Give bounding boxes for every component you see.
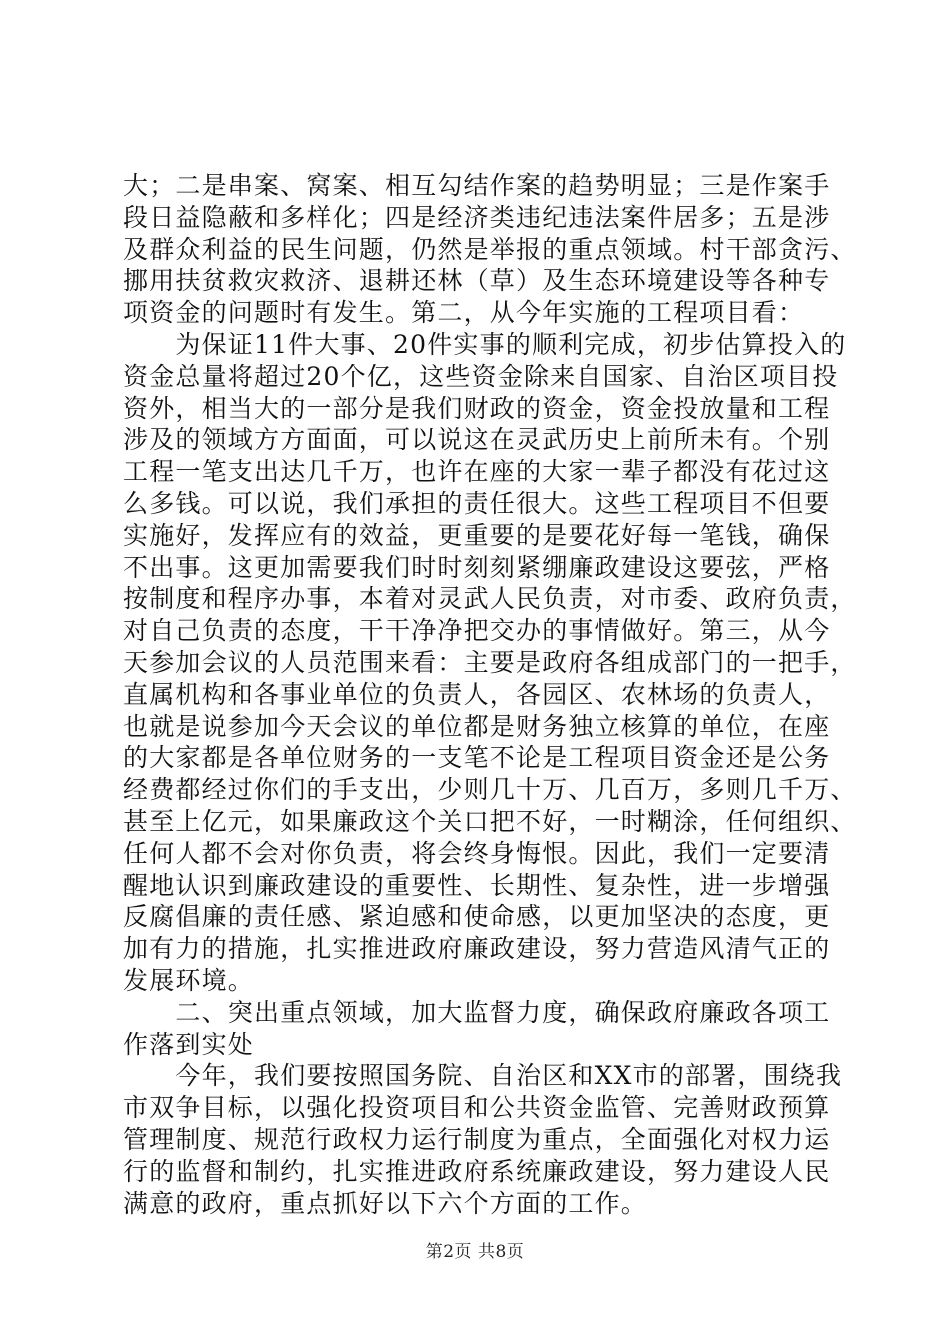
text-line: 按制度和程序办事，本着对灵武人民负责，对市委、政府负责， — [123, 584, 857, 614]
text-line: 实施好，发挥应有的效益，更重要的是要花好每一笔钱，确保 — [123, 520, 831, 550]
text-line: 天参加会议的人员范围来看：主要是政府各组成部门的一把手， — [123, 647, 857, 677]
body-text — [123, 170, 857, 1219]
section-heading: 作落到实处 — [123, 1029, 255, 1059]
text-line: 也就是说参加今天会议的单位都是财务独立核算的单位，在座 — [123, 711, 831, 741]
text-line: 项资金的问题时有发生。第二，从今年实施的工程项目看： — [123, 298, 805, 328]
text-line: 行的监督和制约，扎实推进政府系统廉政建设，努力建设人民 — [123, 1156, 831, 1186]
text-line: 满意的政府，重点抓好以下六个方面的工作。 — [123, 1188, 648, 1218]
page-number-footer: 第2页 共8页 — [425, 1242, 525, 1262]
text-line: 的大家都是各单位财务的一支笔不论是工程项目资金还是公务 — [123, 743, 831, 773]
text-line: 大；二是串案、窝案、相互勾结作案的趋势明显；三是作案手 — [123, 171, 831, 200]
text-line: 不出事。这更加需要我们时时刻刻紧绷廉政建设这要弦，严格 — [123, 552, 831, 582]
section-heading: 二、突出重点领域，加大监督力度，确保政府廉政各项工 — [123, 997, 831, 1027]
text-line: 市双争目标，以强化投资项目和公共资金监管、完善财政预算 — [123, 1093, 831, 1123]
text-line: 资金总量将超过20个亿，这些资金除来自国家、自治区项目投 — [123, 361, 839, 391]
text-line: 为保证11件大事、20件实事的顺利完成，初步估算投入的 — [123, 329, 847, 359]
text-line: 么多钱。可以说，我们承担的责任很大。这些工程项目不但要 — [123, 488, 831, 518]
text-line: 今年，我们要按照国务院、自治区和XX市的部署，围绕我 — [123, 1061, 843, 1091]
text-line: 醒地认识到廉政建设的重要性、长期性、复杂性，进一步增强 — [123, 870, 831, 900]
text-line: 对自己负责的态度，干干净净把交办的事情做好。第三，从今 — [123, 616, 831, 646]
text-line: 资外，相当大的一部分是我们财政的资金，资金投放量和工程 — [123, 393, 831, 423]
text-line: 经费都经过你们的手支出，少则几十万、几百万，多则几千万、 — [123, 775, 857, 805]
text-line: 挪用扶贫救灾救济、退耕还林（草）及生态环境建设等各种专 — [123, 266, 831, 296]
text-line: 反腐倡廉的责任感、紧迫感和使命感，以更加坚决的态度，更 — [123, 902, 831, 932]
text-line: 加有力的措施，扎实推进政府廉政建设，努力营造风清气正的 — [123, 934, 831, 964]
text-line: 涉及的领域方方面面，可以说这在灵武历史上前所未有。个别 — [123, 425, 831, 455]
text-line: 甚至上亿元，如果廉政这个关口把不好，一时糊涂，任何组织、 — [123, 806, 857, 836]
text-line: 及群众利益的民生问题，仍然是举报的重点领域。村干部贪污、 — [123, 234, 857, 264]
text-line: 段日益隐蔽和多样化；四是经济类违纪违法案件居多；五是涉 — [123, 202, 831, 232]
text-line: 任何人都不会对你负责，将会终身悔恨。因此，我们一定要清 — [123, 838, 831, 868]
text-line: 发展环境。 — [123, 965, 255, 995]
text-line: 工程一笔支出达几千万，也许在座的大家一辈子都没有花过这 — [123, 457, 831, 487]
text-line: 直属机构和各事业单位的负责人，各园区、农林场的负责人， — [123, 679, 831, 709]
text-line: 管理制度、规范行政权力运行制度为重点，全面强化对权力运 — [123, 1124, 831, 1154]
